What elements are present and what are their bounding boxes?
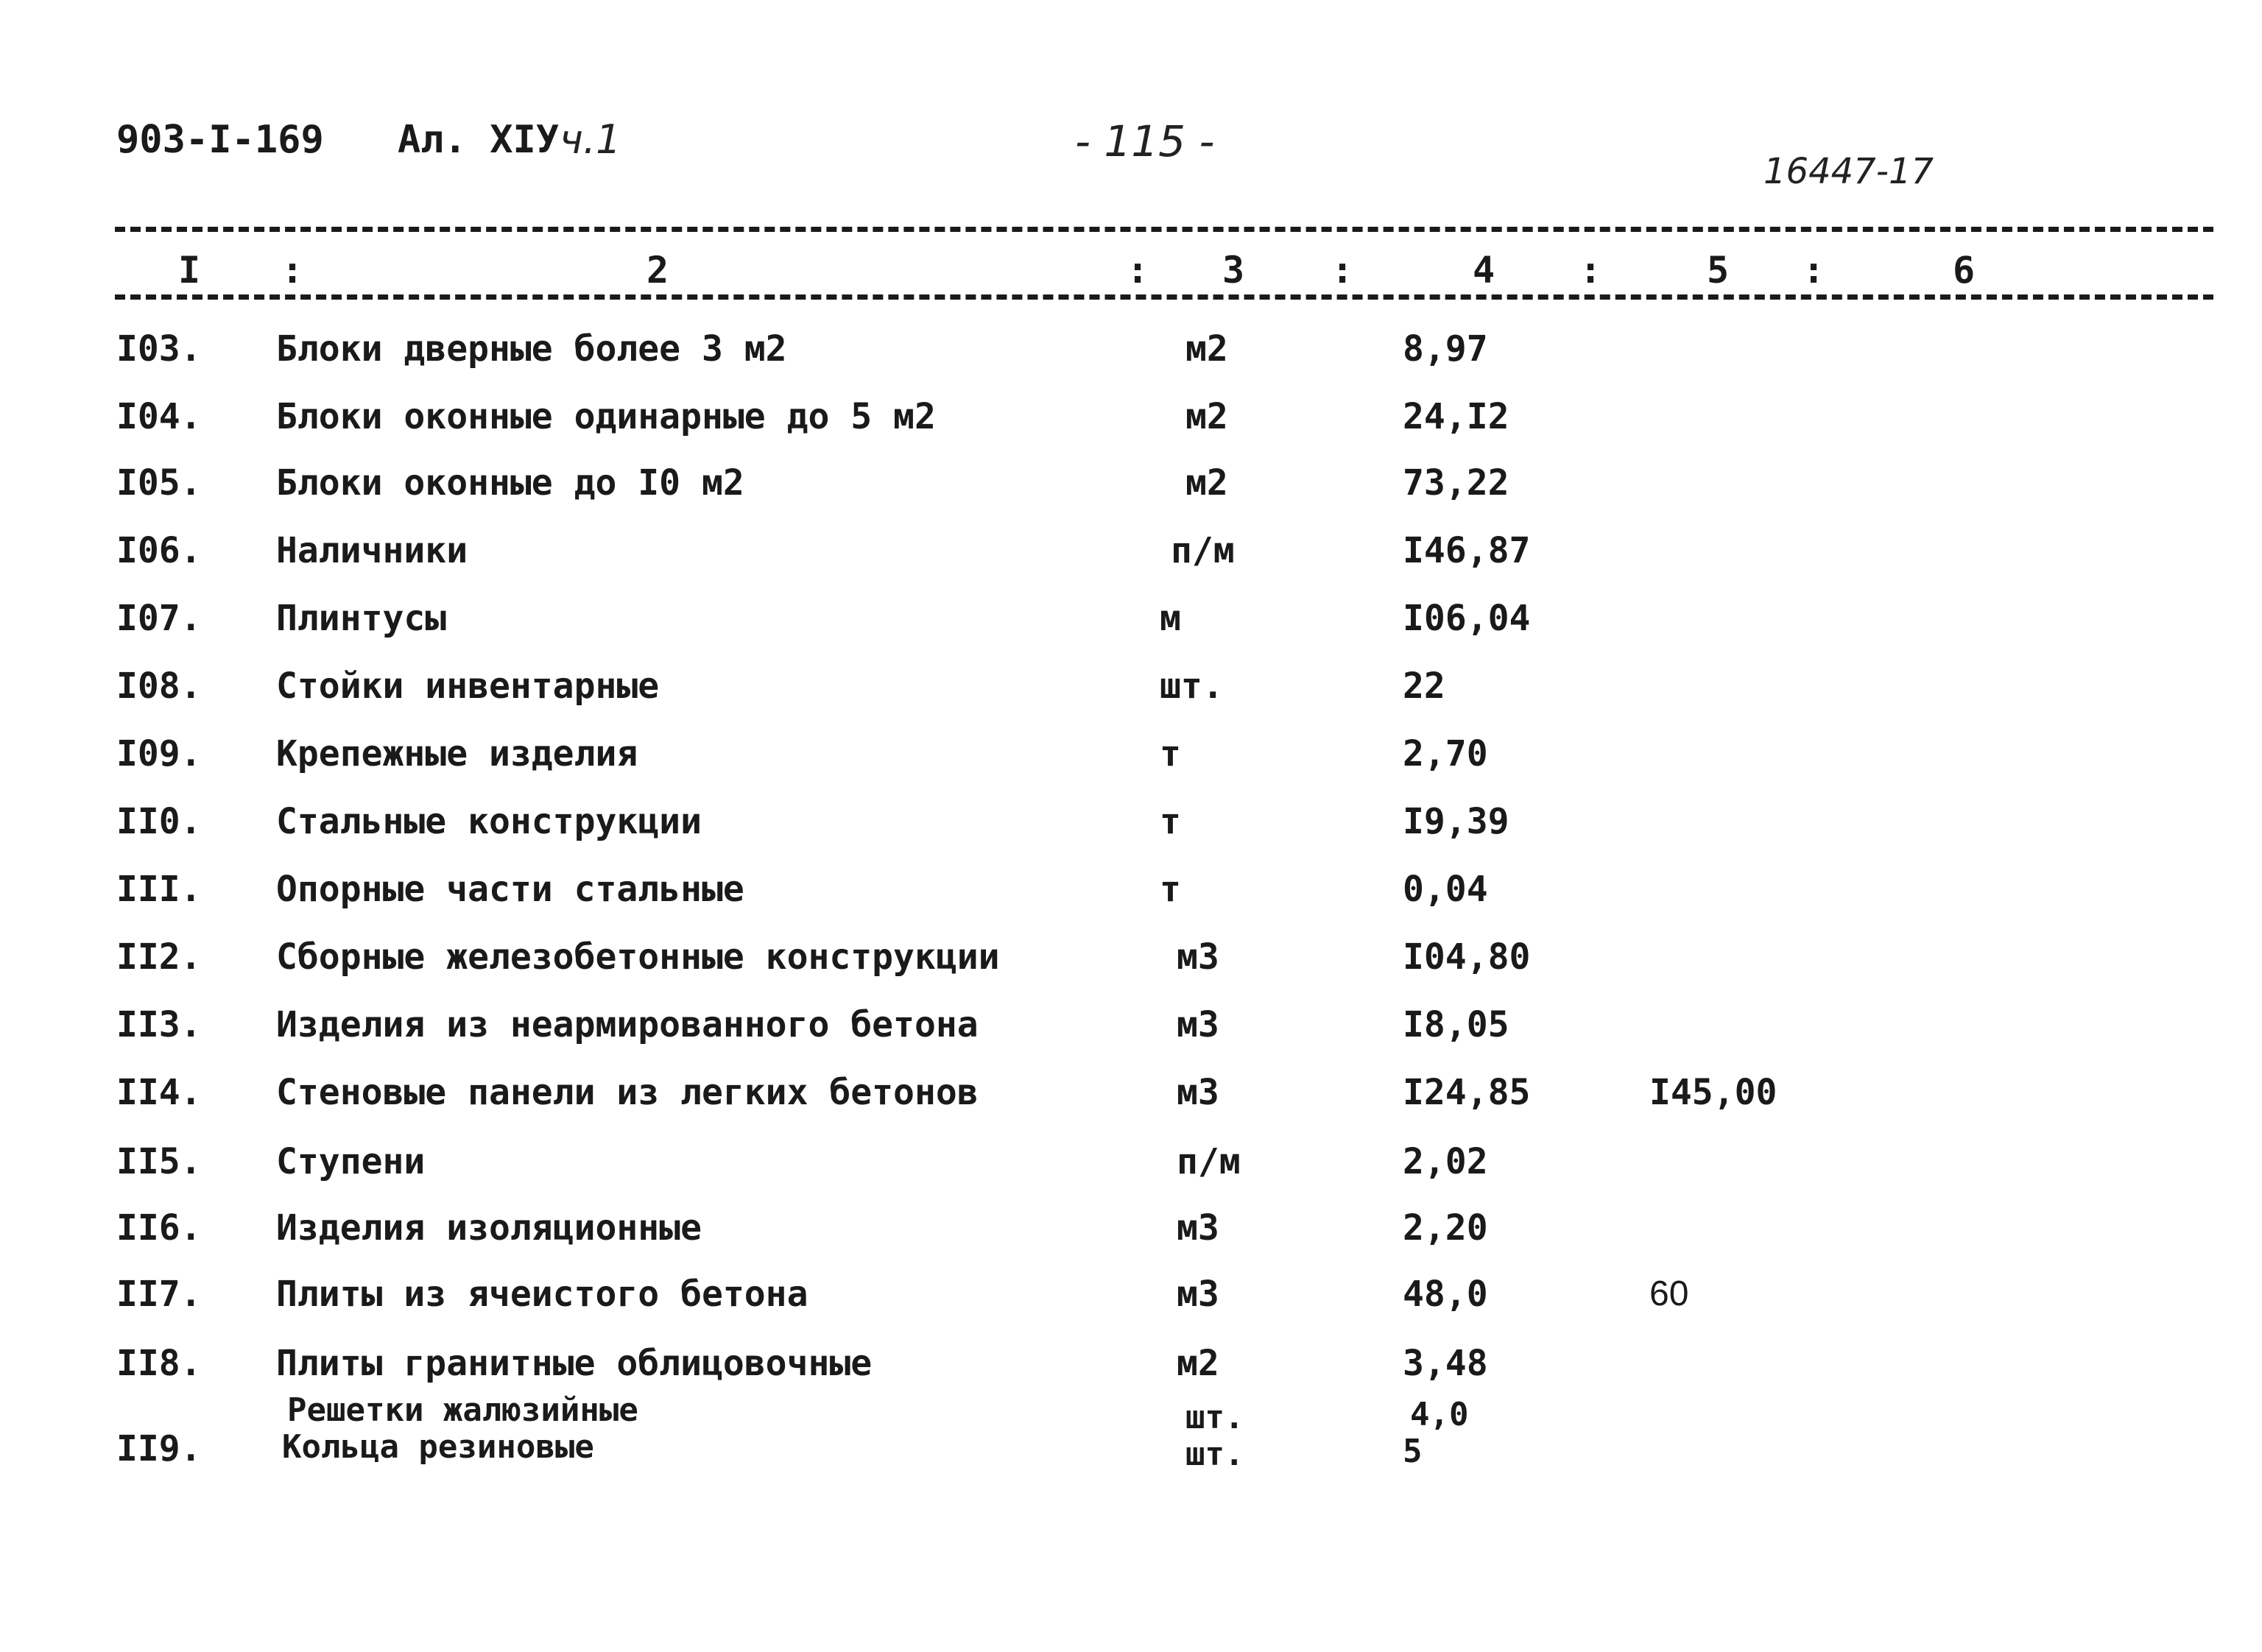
row-unit: т: [1160, 869, 1181, 910]
row-number: II4.: [116, 1072, 202, 1113]
column-number: 4: [1473, 249, 1495, 292]
album-label: Ал. XIУ: [398, 118, 560, 162]
row-value: 3,48: [1403, 1343, 1488, 1384]
row-value: 48,0: [1403, 1274, 1488, 1315]
row-number: II8.: [116, 1343, 202, 1384]
row-name: Плиты гранитные облицовочные: [276, 1343, 873, 1384]
page-number: - 115 -: [1075, 116, 1215, 166]
column-number: 5: [1707, 249, 1730, 292]
row-value: I9,39: [1403, 801, 1509, 842]
table-row: [0, 1207, 2262, 1274]
inserted-row-name: Решетки жалюзийные: [287, 1391, 638, 1429]
row-value: 24,I2: [1403, 396, 1509, 437]
row-value: 2,02: [1403, 1141, 1488, 1182]
row-unit: м3: [1177, 1072, 1219, 1113]
row-name: Наличники: [276, 530, 468, 571]
table-row: [0, 1004, 2262, 1070]
table-row: [0, 1274, 2262, 1340]
row-unit: м: [1160, 598, 1181, 639]
column-number: 3: [1222, 249, 1245, 292]
table-row: [0, 869, 2262, 935]
row-unit: м2: [1177, 1343, 1219, 1384]
row-number: II0.: [116, 801, 202, 842]
row-unit: м3: [1177, 936, 1219, 978]
row-number: III.: [116, 869, 202, 910]
row-unit: м2: [1185, 462, 1228, 504]
row-unit: п/м: [1177, 1141, 1241, 1182]
row-number: II6.: [116, 1207, 202, 1249]
table-row: [0, 733, 2262, 799]
inserted-row-value: 4,0: [1410, 1396, 1469, 1433]
row-name: Сборные железобетонные конструкции: [276, 936, 1000, 978]
row-number: I09.: [116, 733, 202, 774]
column-separator: :: [1803, 249, 1825, 292]
row-value: I24,85: [1403, 1072, 1531, 1113]
row-unit: м3: [1177, 1274, 1219, 1315]
table-row: [0, 598, 2262, 664]
row-number: I03.: [116, 328, 202, 370]
column-separator: :: [1579, 249, 1602, 292]
row-name: Плинтусы: [276, 598, 447, 639]
row-number: II2.: [116, 936, 202, 978]
row-value: 5: [1403, 1433, 1423, 1470]
row-unit: шт.: [1185, 1436, 1244, 1473]
document-code: 903-I-169: [116, 118, 324, 162]
row-number: I04.: [116, 396, 202, 437]
row-value: 2,70: [1403, 733, 1488, 774]
table-row: [0, 328, 2262, 395]
row-col5: 60: [1649, 1274, 1689, 1313]
row-value: 8,97: [1403, 328, 1488, 370]
row-name: Блоки дверные более 3 м2: [276, 328, 787, 370]
header-bottom-dashed-rule: [115, 294, 2213, 300]
row-unit: шт.: [1160, 666, 1224, 707]
row-name: Плиты из ячеистого бетона: [276, 1274, 808, 1315]
row-value: 22: [1403, 666, 1445, 707]
row-name: Стеновые панели из легких бетонов: [276, 1072, 979, 1113]
table-row: [0, 666, 2262, 732]
inserted-row-unit: шт.: [1185, 1399, 1244, 1436]
table-row: [0, 396, 2262, 462]
row-name: Изделия из неармированного бетона: [276, 1004, 979, 1045]
row-col5: I45,00: [1649, 1072, 1777, 1113]
row-value: 73,22: [1403, 462, 1509, 504]
table-row: [0, 936, 2262, 1003]
row-name: Стальные конструкции: [276, 801, 702, 842]
table-row: [0, 530, 2262, 596]
row-number: II3.: [116, 1004, 202, 1045]
row-name: Стойки инвентарные: [276, 666, 660, 707]
row-number: I08.: [116, 666, 202, 707]
column-number: I: [178, 249, 201, 292]
table-row: [0, 462, 2262, 529]
table-row: [0, 1141, 2262, 1207]
column-number: 6: [1953, 249, 1976, 292]
row-unit: м3: [1177, 1004, 1219, 1045]
row-unit: т: [1160, 801, 1181, 842]
row-name: Блоки оконные до I0 м2: [276, 462, 744, 504]
table-row: [0, 801, 2262, 867]
row-name: Блоки оконные одинарные до 5 м2: [276, 396, 936, 437]
row-name: Опорные части стальные: [276, 869, 744, 910]
row-unit: м3: [1177, 1207, 1219, 1249]
row-value: I04,80: [1403, 936, 1531, 978]
row-value: I8,05: [1403, 1004, 1509, 1045]
row-value: 0,04: [1403, 869, 1488, 910]
row-value: I46,87: [1403, 530, 1531, 571]
row-name: Ступени: [276, 1141, 426, 1182]
row-number: I05.: [116, 462, 202, 504]
top-dashed-rule: [115, 227, 2213, 232]
column-separator: :: [281, 249, 304, 292]
row-name: Изделия изоляционные: [276, 1207, 702, 1249]
column-separator: :: [1127, 249, 1149, 292]
column-separator: :: [1331, 249, 1354, 292]
row-number: I07.: [116, 598, 202, 639]
row-unit: м2: [1185, 396, 1228, 437]
column-number: 2: [646, 249, 669, 292]
inventory-number: 16447-17: [1764, 151, 1934, 192]
row-number: II9.: [116, 1428, 202, 1469]
row-unit: м2: [1185, 328, 1228, 370]
album-part-handwritten: ч.1: [560, 116, 621, 163]
row-value: I06,04: [1403, 598, 1531, 639]
row-unit: п/м: [1171, 530, 1235, 571]
row-number: I06.: [116, 530, 202, 571]
row-name: Кольца резиновые: [282, 1428, 594, 1466]
row-value: 2,20: [1403, 1207, 1488, 1249]
row-unit: т: [1160, 733, 1181, 774]
table-row: [0, 1072, 2262, 1138]
row-name: Крепежные изделия: [276, 733, 638, 774]
row-number: II5.: [116, 1141, 202, 1182]
row-number: II7.: [116, 1274, 202, 1315]
